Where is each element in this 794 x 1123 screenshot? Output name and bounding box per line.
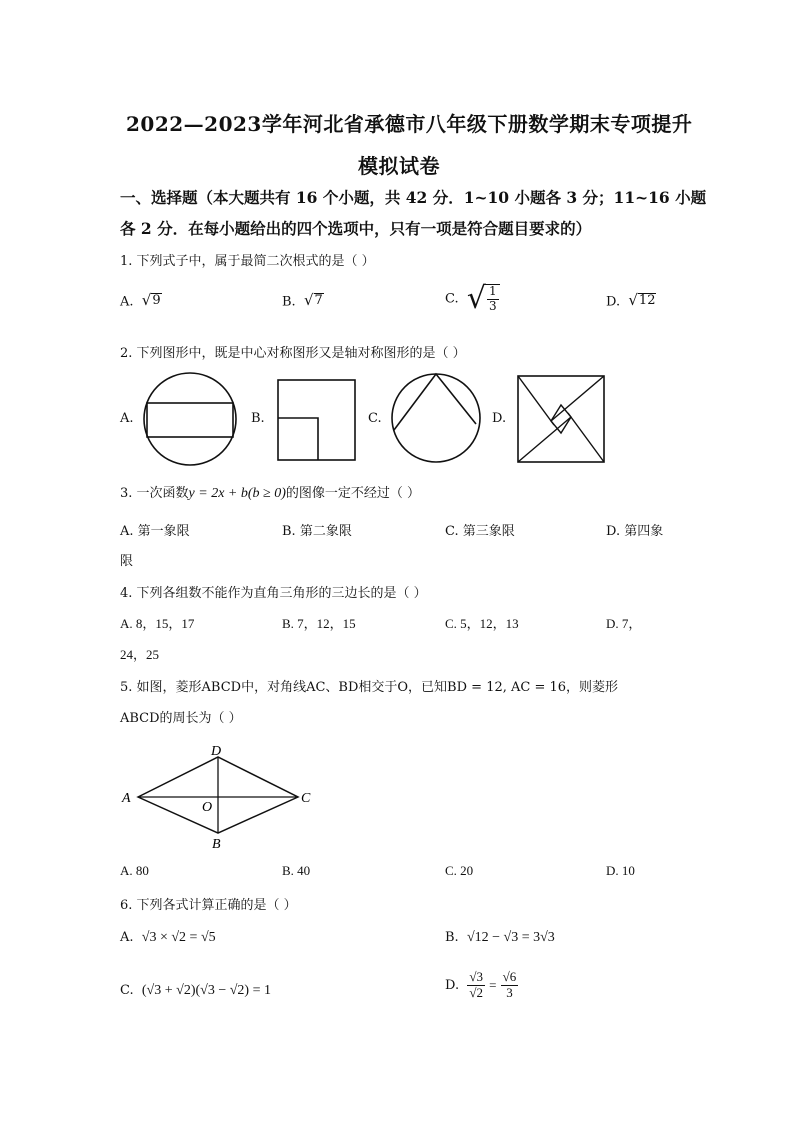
q4-option-d-wrap: 24，25 bbox=[120, 647, 160, 662]
q6-d-left-numerator: √3 bbox=[469, 969, 483, 984]
q6-d-right-numerator: √6 bbox=[502, 969, 517, 984]
q1-c-numerator: 1 bbox=[489, 284, 497, 299]
q2-c-chords bbox=[394, 374, 476, 430]
q5-stem-line2: ABCD的周长为（ ） bbox=[120, 711, 242, 726]
q2-option-a-label: A. bbox=[120, 411, 134, 426]
q6-c-expression: (√3 + √2)(√3 − √2) = 1 bbox=[141, 983, 271, 998]
q5-option-a: A. 80 bbox=[120, 863, 149, 878]
q1-option-c: C. √ $\frac{1}{3}$ bbox=[445, 284, 500, 314]
q5-label-a: A bbox=[122, 791, 131, 806]
q5-option-d: D. 10 bbox=[606, 863, 635, 878]
q1-d-radicand: 12 bbox=[638, 293, 656, 308]
page-title-line1: 2022—2023学年河北省承德市八年级下册数学期末专项提升 bbox=[126, 112, 693, 136]
q3-stem: 3. 一次函数y = 2x + b(b ≥ 0)的图像一定不经过（ ） bbox=[120, 486, 421, 501]
q4-option-d: D. 7， bbox=[606, 616, 642, 631]
q3-option-b: B. 第二象限 bbox=[282, 524, 352, 539]
q5-option-b: B. 40 bbox=[282, 863, 311, 878]
q4-option-c: C. 5，12，13 bbox=[445, 616, 519, 631]
q6-a-expression: √3 × √2 = √5 bbox=[141, 930, 216, 945]
q5-label-d: D bbox=[211, 744, 222, 759]
q5-label-c: C bbox=[301, 791, 311, 806]
q4-option-b: B. 7，12，15 bbox=[282, 616, 356, 631]
q2-figure-b bbox=[274, 376, 360, 464]
q6-option-d: D. $\frac{√3}{√2}$ = $\frac{√6}{3}$ bbox=[445, 969, 517, 1000]
q6-option-c: C. (√3 + √2)(√3 − √2) = 1 bbox=[120, 983, 271, 998]
q2-d-pinwheel bbox=[518, 376, 604, 462]
q3-option-a: A. 第一象限 bbox=[120, 524, 190, 539]
q1-option-b: B. √ 7 bbox=[282, 291, 323, 310]
q5-label-b: B bbox=[212, 837, 221, 852]
q6-stem: 6. 下列各式计算正确的是（ ） bbox=[120, 898, 297, 913]
q1-option-d: D. √ 12 bbox=[606, 291, 656, 310]
q6-option-a: A. √3 × √2 = √5 bbox=[120, 930, 216, 945]
q3-option-d: D. 第四象 bbox=[606, 524, 664, 539]
q3-formula: y = 2x + b(b ≥ 0) bbox=[188, 486, 286, 501]
q2-b-outer-square bbox=[278, 380, 355, 460]
q6-d-left-denominator: √2 bbox=[469, 984, 483, 1000]
q6-b-expression: √12 − √3 = 3√3 bbox=[466, 930, 555, 945]
q2-a-rectangle bbox=[147, 403, 233, 437]
q1-option-a: A. √ 9 bbox=[120, 291, 161, 310]
q2-d-square bbox=[518, 376, 604, 462]
q2-c-circle bbox=[392, 374, 480, 462]
q2-option-b-label: B. bbox=[251, 411, 265, 426]
q5-label-o: O bbox=[202, 800, 213, 815]
q2-option-c-label: C. bbox=[368, 411, 382, 426]
q6-d-right-denominator: 3 bbox=[506, 984, 513, 1000]
section-heading-line2: 各 2 分．在每小题给出的四个选项中，只有一项是符合题目要求的） bbox=[120, 219, 592, 238]
q4-stem: 4. 下列各组数不能作为直角三角形的三边长的是（ ） bbox=[120, 586, 427, 601]
q2-figure-a bbox=[140, 370, 242, 470]
page-title-line2: 模拟试卷 bbox=[358, 154, 440, 178]
section-heading-line1: 一、选择题（本大题共有 16 个小题，共 42 分．1~10 小题各 3 分；11~16 小题 bbox=[120, 188, 707, 207]
q2-figure-c bbox=[388, 370, 484, 466]
q5-rhombus-figure bbox=[118, 742, 324, 852]
q3-option-c: C. 第三象限 bbox=[445, 524, 515, 539]
q2-b-inner-square bbox=[278, 418, 318, 460]
q6-option-b: B. √12 − √3 = 3√3 bbox=[445, 930, 555, 945]
q1-b-radicand: 7 bbox=[314, 293, 323, 308]
q5-stem-line1: 5. 如图，菱形ABCD中，对角线AC、BD相交于O，已知BD = 12, AC = 16，则菱形 bbox=[120, 680, 619, 695]
q3-option-d-wrap: 限 bbox=[120, 554, 134, 569]
q2-stem: 2. 下列图形中，既是中心对称图形又是轴对称图形的是（ ） bbox=[120, 346, 466, 361]
q2-figure-d bbox=[514, 372, 608, 466]
q1-a-radicand: 9 bbox=[152, 293, 161, 308]
q4-option-a: A. 8，15，17 bbox=[120, 616, 195, 631]
q2-option-d-label: D. bbox=[492, 411, 507, 426]
q2-a-circle bbox=[144, 373, 236, 465]
q5-option-c: C. 20 bbox=[445, 863, 474, 878]
q1-c-denominator: 3 bbox=[489, 299, 497, 314]
q1-stem: 1. 下列式子中，属于最简二次根式的是（ ） bbox=[120, 254, 375, 269]
